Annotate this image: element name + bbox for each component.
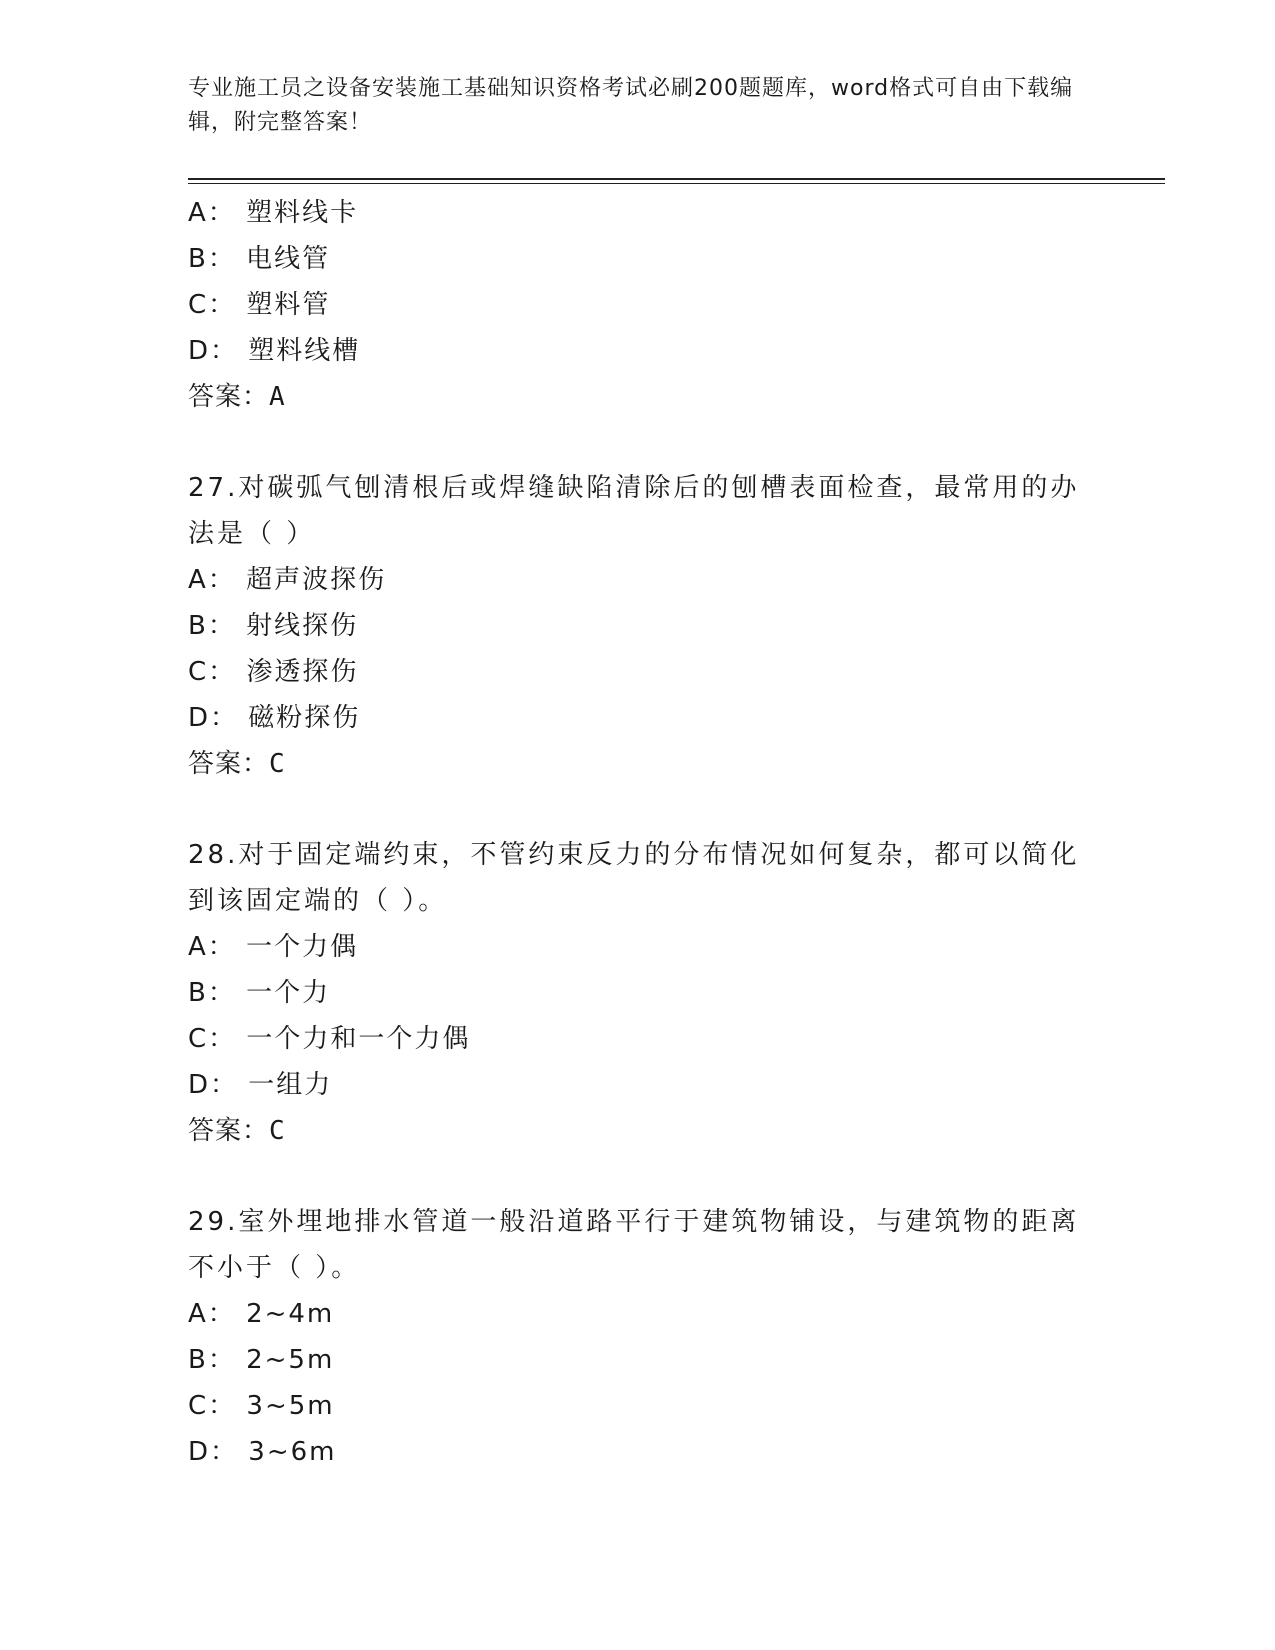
question-29: [188, 1199, 1108, 1475]
option-b: B： 一个力: [188, 978, 331, 1008]
option-c: C： 塑料管: [188, 290, 331, 320]
option-d: D： 3~6m: [188, 1437, 337, 1467]
option-d: D： 磁粉探伤: [188, 703, 361, 733]
option-b: B： 射线探伤: [188, 611, 359, 641]
option-a: A： 2~4m: [188, 1299, 335, 1329]
option-d: D： 塑料线槽: [188, 336, 361, 366]
option-c: C： 3~5m: [188, 1391, 335, 1421]
option-c: C： 一个力和一个力偶: [188, 1024, 471, 1054]
question-text: 29.室外埋地排水管道一般沿道路平行于建筑物铺设，与建筑物的距离不小于（ ）。: [188, 1207, 1080, 1283]
question-text: 27.对碳弧气刨清根后或焊缝缺陷清除后的刨槽表面检查，最常用的办法是（ ）: [188, 473, 1080, 549]
option-d: D： 一组力: [188, 1070, 333, 1100]
question-text: 28.对于固定端约束，不管约束反力的分布情况如何复杂，都可以简化到该固定端的（ ）。: [188, 840, 1080, 916]
answer-line: 答案：A: [188, 382, 286, 412]
question-list: [188, 190, 1108, 1475]
question-27: [188, 465, 1108, 787]
option-b: B： 2~5m: [188, 1345, 335, 1375]
answer-line: 答案：C: [188, 1116, 286, 1146]
option-a: A： 一个力偶: [188, 932, 359, 962]
option-a: A： 超声波探伤: [188, 565, 387, 595]
document-header: 专业施工员之设备安装施工基础知识资格考试必刷200题题库，word格式可自由下载编辑，附完整答案！: [188, 76, 1074, 135]
question-26: [188, 190, 1108, 420]
option-b: B： 电线管: [188, 244, 331, 274]
header-rule-thin: [188, 183, 1165, 184]
question-28: [188, 832, 1108, 1154]
option-c: C： 渗透探伤: [188, 657, 359, 687]
option-a: A： 塑料线卡: [188, 198, 359, 228]
answer-line: 答案：C: [188, 749, 286, 779]
header-rule-thick: [188, 178, 1165, 180]
